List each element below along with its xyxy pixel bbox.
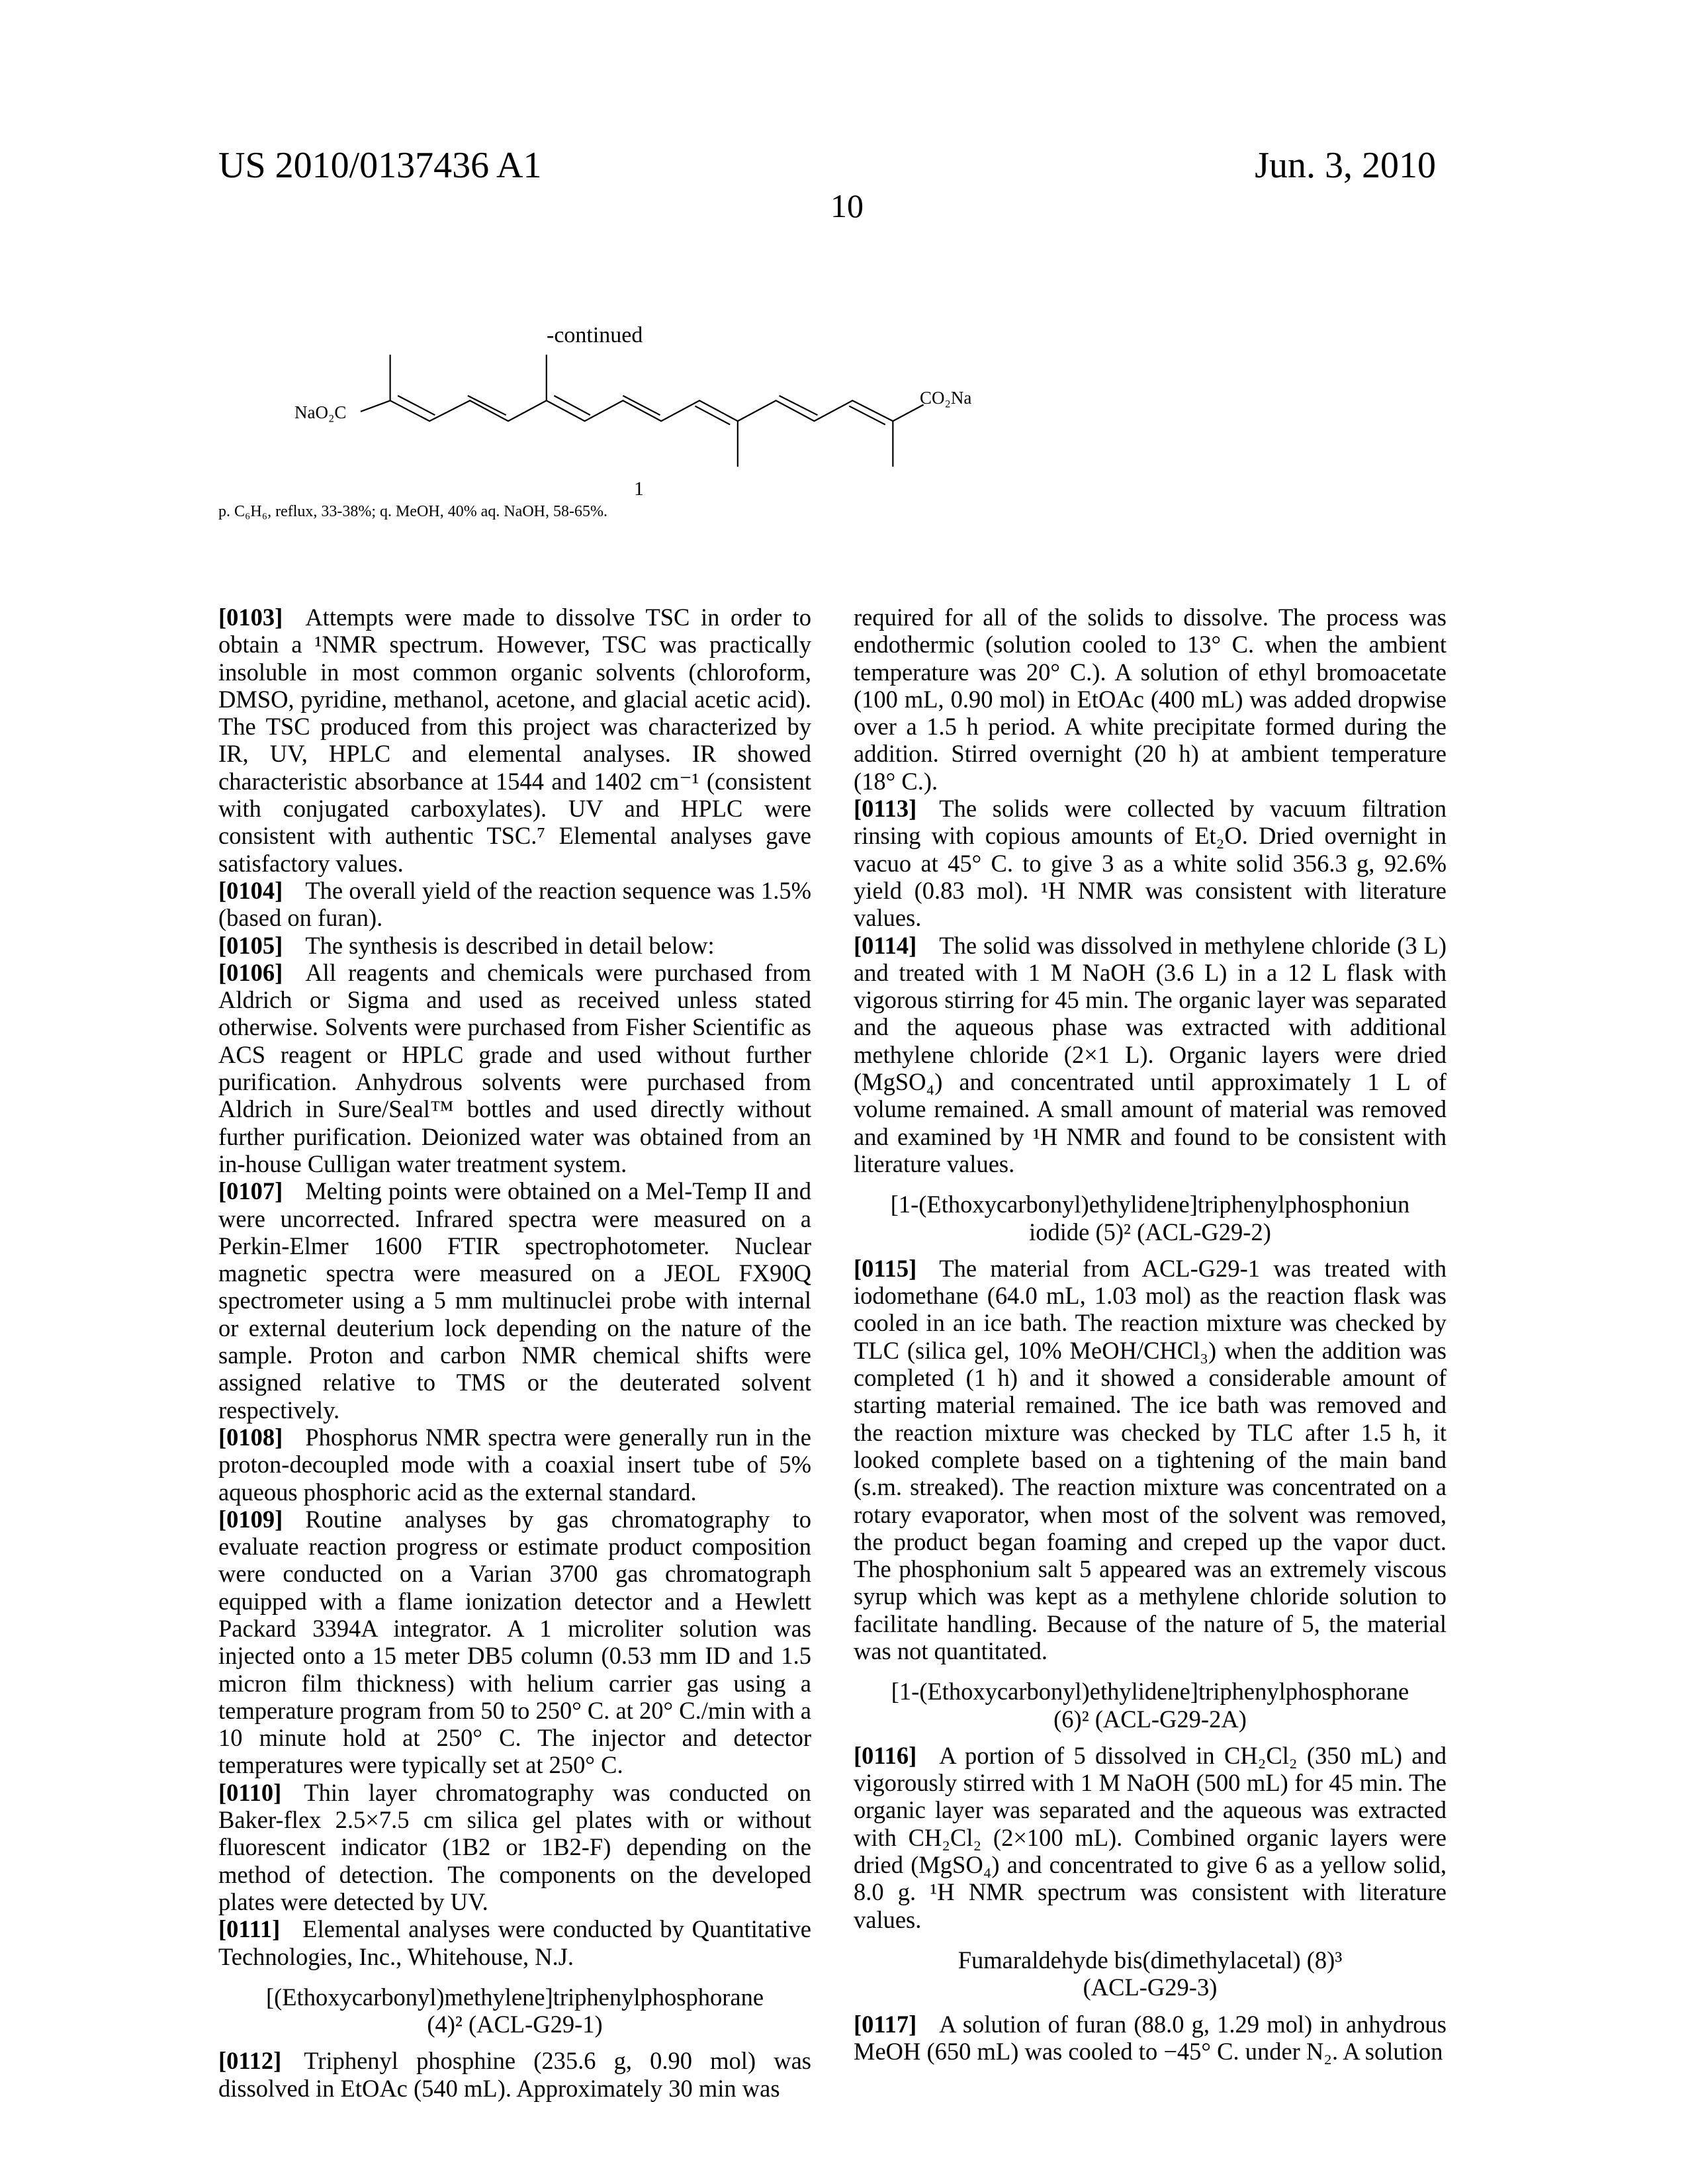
- paragraph-number: [0116]: [854, 1742, 916, 1769]
- paragraph-text: Attempts were made to dissolve TSC in order to obtain a ¹NMR spectrum. However, TSC was practically insoluble in most common organic solvents (chloroform, DMSO, pyridine, methanol, acetone, and glacial acetic acid). The TSC produced from this project was characterized by IR, UV, HPLC and elemental analyses. IR showed characteristic absorbance at 1544 and 1402 cm⁻¹ (consistent with conjugated carboxylates). UV and HPLC were consistent with authentic TSC.⁷ Elemental analyses gave satisfactory values.: [218, 604, 811, 877]
- paragraph-text: A portion of 5 dissolved in CH₂Cl₂ (350 mL) and vigorously stirred with 1 M NaOH (500 mL) for 45 min. The organic layer was separated and the aqueous was extracted with CH₂Cl₂ (2×100 mL). Combined organic layers were dried (MgSO₄) and concentrated to give 6 as a yellow solid, 8.0 g. ¹H NMR spectrum was consistent with literature values.: [854, 1742, 1447, 1933]
- paragraph-text: Triphenyl phosphine (235.6 g, 0.90 mol) was dissolved in EtOAc (540 mL). Approximately 30 min was: [218, 2047, 811, 2101]
- paragraph-text: All reagents and chemicals were purchased from Aldrich or Sigma and used as received unless stated otherwise. Solvents were purchased from Fisher Scientific as ACS reagent or HPLC grade and used without further purification. Anhydrous solvents were purchased from Aldrich in Sure/Seal™ bottles and used directly without further purification. Deionized water was obtained from an in-house Culligan water treatment system.: [218, 959, 811, 1177]
- publication-date: Jun. 3, 2010: [1255, 144, 1436, 187]
- paragraph-number: [0104]: [218, 877, 283, 904]
- paragraph-0112-continued: required for all of the solids to dissolve. The process was endothermic (solution cooled to 13° C. when the ambient temperature was 20° C.). A solution of ethyl bromoacetate (100 mL, 0.90 mol) in EtOAc (400 mL) was added dropwise over a 1.5 h period. A white precipitate formed during the addition. Stirred overnight (20 h) at ambient temperature (18° C.).: [854, 604, 1447, 795]
- section-heading-4: [218, 1983, 811, 2038]
- heading-line: [(Ethoxycarbonyl)methylene]triphenylphosphorane: [218, 1983, 811, 2011]
- paragraph-0107: [218, 1177, 811, 1424]
- paragraph-number: [0117]: [854, 2011, 916, 2038]
- paragraph-0103: [218, 604, 811, 877]
- paragraph-0111: [218, 1915, 811, 1970]
- paragraph-0113: [854, 795, 1447, 931]
- heading-line: [1-(Ethoxycarbonyl)ethylidene]triphenylphosphoniun: [854, 1191, 1447, 1218]
- paragraph-number: [0112]: [218, 2047, 281, 2074]
- left-group-label: NaO₂C: [294, 402, 346, 423]
- paragraph-text: The overall yield of the reaction sequence was 1.5% (based on furan).: [218, 877, 811, 931]
- paragraph-text: Thin layer chromatography was conducted on Baker-flex 2.5×7.5 cm silica gel plates with or without fluorescent indicator (1B2 or 1B2-F) depending on the method of detection. The components on the developed plates were detected by UV.: [218, 1779, 811, 1915]
- heading-line: (ACL-G29-3): [854, 1974, 1447, 2001]
- heading-line: iodide (5)² (ACL-G29-2): [854, 1218, 1447, 1246]
- paragraph-number: [0105]: [218, 932, 283, 959]
- paragraph-number: [0106]: [218, 959, 283, 986]
- section-heading-8: [854, 1946, 1447, 2001]
- paragraph-number: [0107]: [218, 1177, 283, 1205]
- paragraph-0109: [218, 1506, 811, 1779]
- section-heading-6: [854, 1678, 1447, 1733]
- paragraph-text: Phosphorus NMR spectra were generally run in the proton-decoupled mode with a coaxial insert tube of 5% aqueous phosphoric acid as the external standard.: [218, 1424, 811, 1506]
- paragraph-number: [0114]: [854, 932, 916, 959]
- heading-line: (4)² (ACL-G29-1): [218, 2011, 811, 2038]
- paragraph-0104: [218, 877, 811, 932]
- left-column: [218, 604, 811, 2102]
- paragraph-number: [0115]: [854, 1255, 916, 1282]
- paragraph-number: [0109]: [218, 1506, 283, 1533]
- paragraph-0114: [854, 932, 1447, 1178]
- paragraph-number: [0103]: [218, 604, 283, 631]
- paragraph-number: [0113]: [854, 795, 916, 822]
- paragraph-text: The synthesis is described in detail below:: [305, 932, 714, 959]
- paragraph-0115: [854, 1255, 1447, 1664]
- page-number: 10: [0, 187, 1694, 225]
- paragraph-number: [0111]: [218, 1915, 280, 1942]
- paragraph-text: Elemental analyses were conducted by Quantitative Technologies, Inc., Whitehouse, N.J.: [218, 1915, 811, 1970]
- heading-line: (6)² (ACL-G29-2A): [854, 1706, 1447, 1733]
- chemical-structure: [0, 119, 1694, 543]
- paragraph-0116: [854, 1742, 1447, 1933]
- paragraph-0106: [218, 959, 811, 1177]
- paragraph-text: Melting points were obtained on a Mel-Temp II and were uncorrected. Infrared spectra were measured on a Perkin-Elmer 1600 FTIR spectrophotometer. Nuclear magnetic spectra were measured on a JEOL FX90Q spectrometer using a 5 mm multinuclei probe with internal or external deuterium lock depending on the nature of the sample. Proton and carbon NMR chemical shifts were assigned relative to TMS or the deuterated solvent respectively.: [218, 1177, 811, 1423]
- paragraph-0105: [218, 932, 811, 959]
- right-group-label: CO₂Na: [920, 388, 971, 408]
- paragraph-0117: [854, 2011, 1447, 2066]
- paragraph-text: A solution of furan (88.0 g, 1.29 mol) in anhydrous MeOH (650 mL) was cooled to −45° C. under N₂. A solution: [854, 2011, 1447, 2065]
- heading-line: [1-(Ethoxycarbonyl)ethylidene]triphenylphosphorane: [854, 1678, 1447, 1705]
- reaction-footnote: p. C₆H₆, reflux, 33-38%; q. MeOH, 40% aq. NaOH, 58-65%.: [218, 503, 607, 521]
- paragraph-text: The solid was dissolved in methylene chloride (3 L) and treated with 1 M NaOH (3.6 L) in a 12 L flask with vigorous stirring for 45 min. The organic layer was separated and the aqueous phase was extracted with additional methylene chloride (2×1 L). Organic layers were dried (MgSO₄) and concentrated until approximately 1 L of volume remained. A small amount of material was removed and examined by ¹H NMR and found to be consistent with literature values.: [854, 932, 1447, 1177]
- compound-number: 1: [634, 478, 644, 500]
- paragraph-text: The solids were collected by vacuum filtration rinsing with copious amounts of Et₂O. Dried overnight in vacuo at 45° C. to give 3 as a white solid 356.3 g, 92.6% yield (0.83 mol). ¹H NMR was consistent with literature values.: [854, 795, 1447, 931]
- paragraph-number: [0108]: [218, 1424, 283, 1451]
- paragraph-number: [0110]: [218, 1779, 281, 1806]
- publication-number: US 2010/0137436 A1: [218, 144, 542, 187]
- section-heading-5: [854, 1191, 1447, 1246]
- paragraph-0110: [218, 1779, 811, 1915]
- right-column: [854, 604, 1447, 2065]
- paragraph-0108: [218, 1424, 811, 1506]
- continued-label: -continued: [547, 323, 643, 348]
- paragraph-text: The material from ACL-G29-1 was treated with iodomethane (64.0 mL, 1.03 mol) as the reaction flask was cooled in an ice bath. The reaction mixture was checked by TLC (silica gel, 10% MeOH/CHCl₃) when the addition was completed (1 h) and it showed a considerable amount of starting material remained. The ice bath was removed and the reaction mixture was checked by TLC after 1.5 h, it looked complete based on a tightening of the main band (s.m. streaked). The reaction mixture was concentrated on a rotary evaporator, when most of the solvent was removed, the product began foaming and creped up the vapor duct. The phosphonium salt 5 appeared was an extremely viscous syrup which was kept as a methylene chloride solution to facilitate handling. Because of the nature of 5, the material was not quantitated.: [854, 1255, 1447, 1664]
- paragraph-text: Routine analyses by gas chromatography to evaluate reaction progress or estimate product composition were conducted on a Varian 3700 gas chromatograph equipped with a flame ionization detector and a Hewlett Packard 3394A integrator. A 1 microliter solution was injected onto a 15 meter DB5 column (0.53 mm ID and 1.5 micron film thickness) with helium carrier gas using a temperature program from 50 to 250° C. at 20° C./min with a 10 minute hold at 250° C. The injector and detector temperatures were typically set at 250° C.: [218, 1506, 811, 1779]
- paragraph-0112: [218, 2047, 811, 2102]
- heading-line: Fumaraldehyde bis(dimethylacetal) (8)³: [854, 1946, 1447, 1974]
